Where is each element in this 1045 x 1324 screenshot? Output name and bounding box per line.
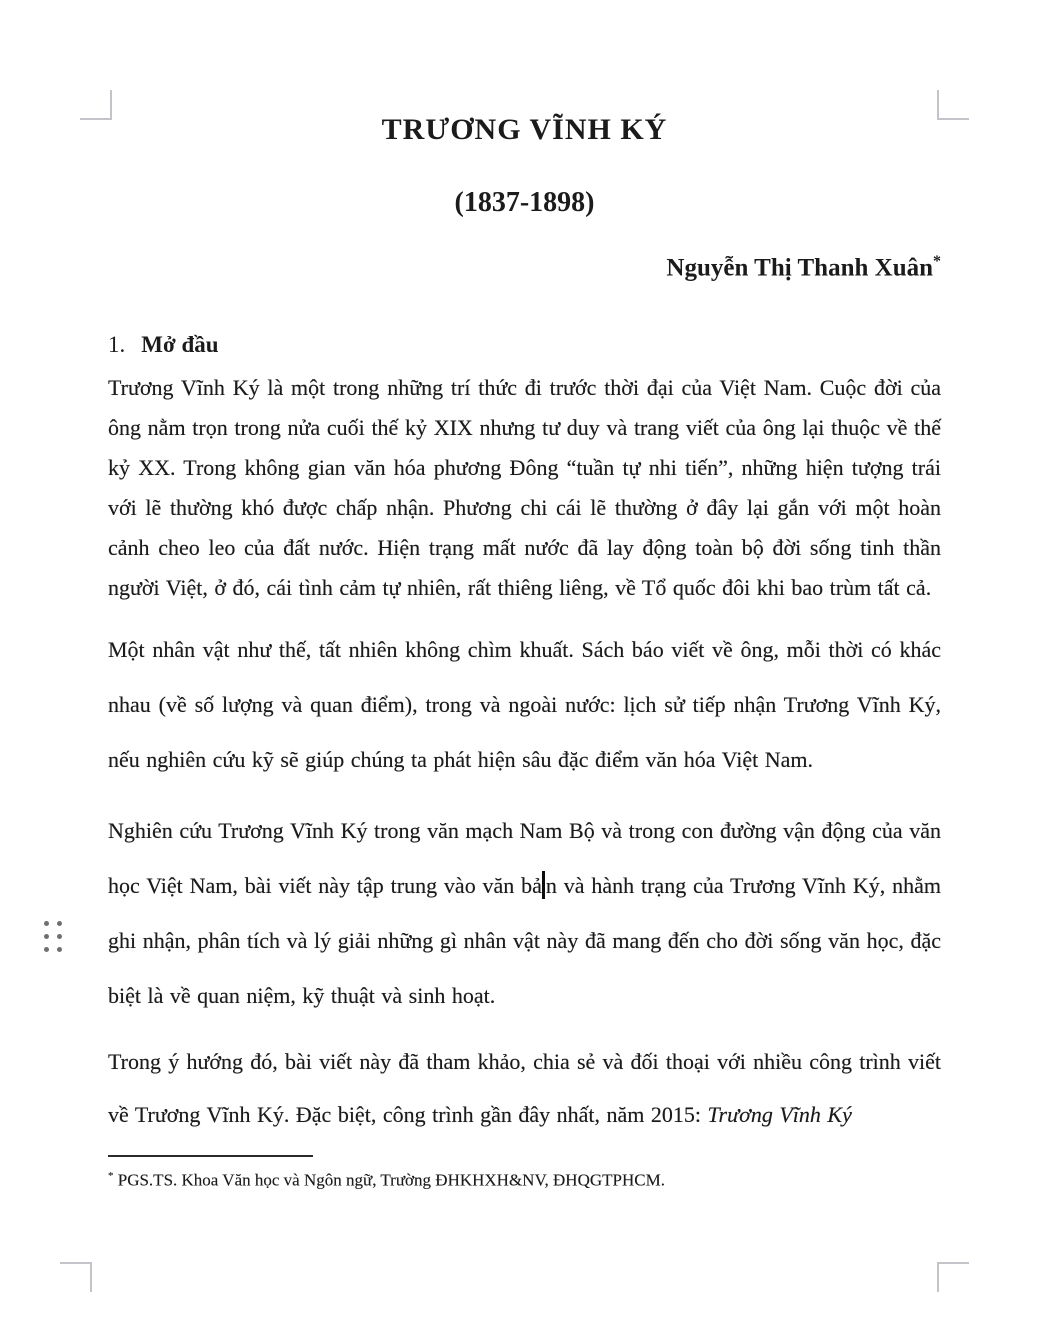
author-footnote-marker: * bbox=[933, 253, 941, 270]
paragraph-3-before-cursor: Nghiên cứu Trương Vĩnh Ký trong văn mạch Nam Bộ và trong con đường vận động của văn học Việt Nam, bài viết này tập trung vào văn bả bbox=[108, 818, 941, 899]
paragraph-4-italic-title: Trương Vĩnh Ký bbox=[707, 1102, 852, 1128]
footnote bbox=[108, 1165, 941, 1192]
paragraph-2[interactable]: Một nhân vật như thế, tất nhiên không chìm khuất. Sách báo viết về ông, mỗi thời có khác nhau (về số lượng và quan điểm), trong và ngoài nước: lịch sử tiếp nhận Trương Vĩnh Ký, nếu nghiên cứu kỹ sẽ giúp chúng ta phát hiện sâu đặc điểm văn hóa Việt Nam. bbox=[108, 637, 941, 773]
drag-handle-dot bbox=[57, 921, 62, 926]
drag-handle-dot bbox=[57, 947, 62, 952]
section-heading-text: Mở đầu bbox=[141, 332, 219, 358]
paragraph-3[interactable] bbox=[108, 803, 941, 1023]
drag-handle-dot bbox=[57, 934, 62, 939]
author-name: Nguyễn Thị Thanh Xuân bbox=[666, 254, 933, 282]
paragraph-4[interactable] bbox=[108, 1035, 941, 1141]
page-margin-mark-bottom-left-icon bbox=[60, 1262, 92, 1292]
section-heading bbox=[108, 330, 941, 360]
footnote-separator bbox=[108, 1155, 313, 1157]
footnote-marker: * bbox=[108, 1170, 114, 1183]
footnote-text: PGS.TS. Khoa Văn học và Ngôn ngữ, Trường ĐHKHXH&NV, ĐHQGTPHCM. bbox=[117, 1170, 665, 1190]
author-line bbox=[108, 246, 941, 284]
document-subtitle-years: (1837-1898) bbox=[454, 187, 595, 218]
document-title: TRƯƠNG VĨNH KÝ bbox=[381, 113, 668, 146]
drag-handle-icon[interactable] bbox=[44, 921, 62, 952]
drag-handle-dot bbox=[44, 934, 49, 939]
paragraph-1[interactable]: Trương Vĩnh Ký là một trong những trí thức đi trước thời đại của Việt Nam. Cuộc đời của ông nằm trọn trong nửa cuối thế kỷ XIX nhưng tư duy và trang viết của ông lại thuộc về thế kỷ XX. Trong không gian văn hóa phương Đông “tuần tự nhi tiến”, những hiện tượng trái với lẽ thường khó được chấp nhận. Phương chi cái lẽ thường ở đây lại gắn với một hoàn cảnh cheo leo của đất nước. Hiện trạng mất nước đã lay động toàn bộ đời sống tinh thần người Việt, ở đó, cái tình cảm tự nhiên, rất thiêng liêng, về Tổ quốc đôi khi bao trùm tất cả. bbox=[108, 375, 941, 601]
drag-handle-dot bbox=[44, 947, 49, 952]
drag-handle-dot bbox=[44, 921, 49, 926]
paragraph-3-after-cursor: n và hành trạng của Trương Vĩnh Ký, nhằm ghi nhận, phân tích và lý giải những gì nhân vật này đã mang đến cho đời sống văn học, đặc biệt là về quan niệm, kỹ thuật và sinh hoạt. bbox=[108, 873, 941, 1009]
section-number: 1. bbox=[108, 332, 126, 358]
document-content bbox=[108, 0, 941, 1192]
page-margin-mark-top-right-icon bbox=[937, 90, 969, 120]
paragraph-4-text: Trong ý hướng đó, bài viết này đã tham khảo, chia sẻ và đối thoại với nhiều công trình viết về Trương Vĩnh Ký. Đặc biệt, công trình gần đây nhất, năm 2015: bbox=[108, 1049, 941, 1128]
page-margin-mark-bottom-right-icon bbox=[937, 1262, 969, 1292]
